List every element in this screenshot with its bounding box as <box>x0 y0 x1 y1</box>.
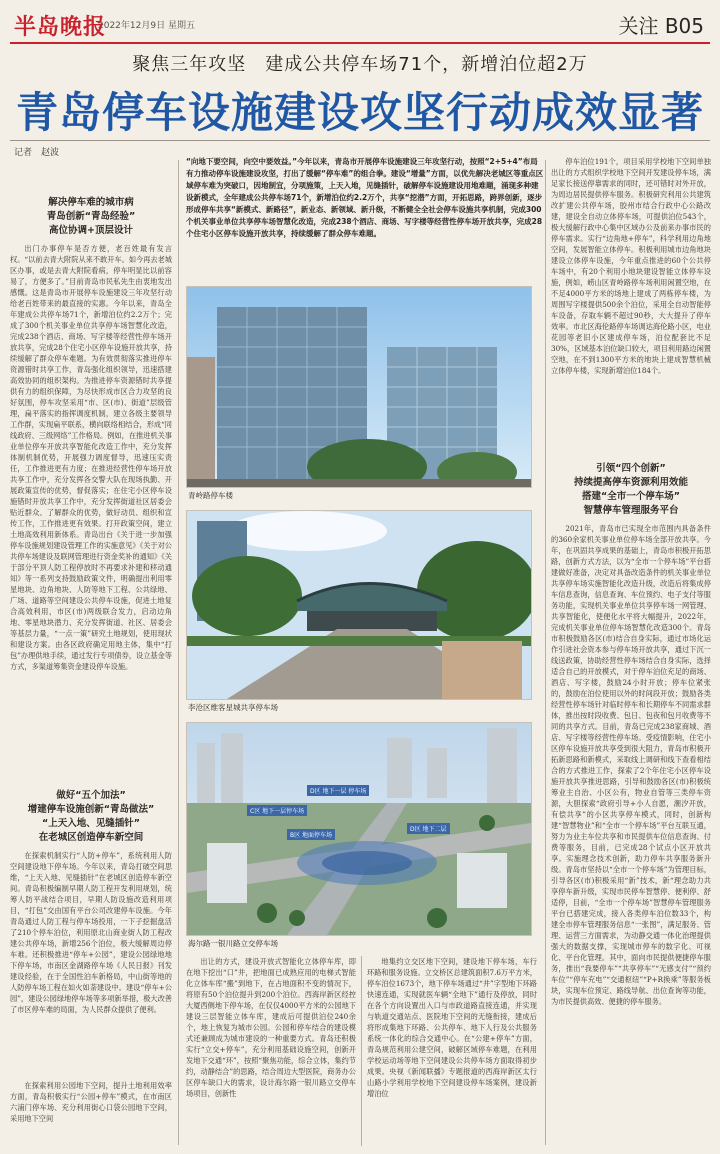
body-paragraph: 在探索机制实行“人防+停车”，系统利用人防空间建设地下停车场。今年以来，青岛打破空间思维，“上天入地、见缝插针”在老城区创造停车新空间。青岛积极编制早期人防工程开发利用规划，统筹人防平战结合项目，早期人防设施改造利用项目，“打包”交由国有平台公司改建停车设施。今年青岛通过人防工程与停车场投用，一下子挖掘盘活了210个停车泊位，利用原北山商业街人防工程改建公共停车场，新增256个泊位，极大缓解周边停车难。还积极推进“停车+公园”，建设公园绿地地下停车场，市南区金湖路停车场《人民日报》刊发建设经验，在于全国性泊车新格局，中山街等地的人防停车场工程在如火如荼建设中。建设“停车+公园”，建设公园绿地停车场等多项新举措，极大改善了市区停车难的局面，为人民群众提供了便利。 <box>10 851 172 1014</box>
section-heading-line: 引领“四个创新” <box>596 463 666 474</box>
section-heading-line: 搭建“全市一个停车场” <box>582 491 680 502</box>
body-paragraph: 出门办事停车是否方便，老百姓最有发言权。“以前去青大附院从来不敢开车。如今再去老城区办事，或是去青大附院看病，停车明显比以前容易了，方便多了。”目前青岛市民私先生由衷地发出感慨。这是青岛市开展停车设施建设三年攻坚行动给老百姓带来的最直接的实惠。今年以来，青岛全年建成公共停车场71个，新增泊位约2.2万个；完成了300个机关事业单位共享停车场智慧化改造，完成238个酒店、商场、写字楼等经营性停车场开放共享，完成28个住宅小区停车设施开放共享，持续缓解了群众停车难题。为有效贯彻落实推进停车资源错时共享工作，青岛强化组织领导，迅速搭建高效协同的组织架构。为推进停车资源错时共享提供有力的组织保障，为尽快形成市区合力攻坚的良好氛围，停车攻坚采用“市、区(市)、街道”层级管理，扁平落实的指挥调度机制，建立各级主要领导工作群，实现扁平联系，横向联络相结合，形成“同线政府、三级网络”工作格局。例如，在推进机关事业单位停车开放共享智能化改造工作中，充分发挥体制机制优势，开展强力调度督导，迅速压实责任，工作推进更有力度；在推进经营性停车场开放共享工作中，充分发挥各交警大队在现场执勤、开展政策宣传的优势，督促落实；在住宅小区停车设施错时开放共享工作中，充分发挥街道社区居委会贴近群众、了解群众的优势，做好动员、组织和宣传工作，工作推进更有效果。打开政策空间，建立土地高效利用新体系。青岛出台《关于进一步加强停车设施规划建设管理工作的实施意见》《关于对公共停车场建设及联网管理进行资金奖补的通知》《关于部分平顶人防工程停放时不再要求补建和移动通知》等一系列支持鼓励政策文件，明确提出利用零星地块、边角地块、人防等地下工程、公共绿地、广场、道路等空间建设公共停车设施，促进土地复合高效利用，市区(市)两级联合发力，启动边角地、零星地块潜力、充分发挥街道、社区、居委会等基层力量，“一点一策”研究土地规划，使用现状和建设方案。由各区政府确定用地主体，集中“打包”办理供地手续，通过发行专项债券，设立基金等方式，多渠道筹集资金建设停车设施。 <box>10 244 172 671</box>
body-text-block <box>10 243 172 783</box>
body-paragraph: 2021年，青岛市已实现全市范围内具备条件的360余家机关事业单位停车场全部开放共享。今年，在巩固共享成果的基础上，青岛市积极开拓思路，创新方式方法，以为“全市一个停车场”平台搭建做好准备，决定对具备改造条件的机关事业单位共享停车场实施智能化改造升级，改造后将集成停车信息查询，信息查询、车位预约、电子支付等服务功能，实现机关事业单位共享停车场一网管理、共享智能化，使便化水平将大幅提升，2022年，完成机关事业单位停车场智慧化改造300个。青岛市积极鼓励各区(市)结合自身实际，通过市场化运作引进社会资本参与停车场开放共享，通过下沉一线送政策，协助经营性停车场结合自身实际，选择适合自己的开放模式，对于停车泊位充足的商场、酒店、写字楼，鼓励24小时开放；停车位紧张的，鼓励在泊位使用以外的时间段开放；鼓励各类经营性停车场针对临时停车和长期停车不同需求群体，推出按时段收费、包日、包夜和包月收费等不同的共享方式。目前，青岛已完成238家商城、酒店、写字楼等经营性停车场。受疫情影响，住宅小区停车设施开放共享受到很大阻力，青岛市积极开拓新思路和新模式，采取线上调研和线下查看相结合的方式推进工作，探索了2个年住宅小区停车设施开放共享推进思路，引导和鼓励各区(市)积极统筹业主自治、小区公有，物业自管等三类停车资源，大胆探索“政府引导+小人自愿，潮汐开放，有偿共享”的小区共享停车模式，同时，创新构建“智慧物业”和“全市一个停车场”平台互联互通，努力为业主车位共享和市民提供车位信息查询、付费等服务，目前，已完成28个试点小区开放共享。实施理念技术创新，助力停车共享服务新升级。青岛市坚持以“全市一个停车场”为管理目标，引导各区(市)积极采用“新”技术，新“理念助力共享停车新升级，实现市民停车智慧停、便利停、舒适停，目前，“全市一个停车场”智慧停车管理服务平台已搭建完成，接入各类停车泊位数33个，构建全市停车管理服务信息“一张图”，满足服务、管理、运营三方面需求，为动静交通一体化治理提供强大的数据支撑，实现城市停车的数字化、可视化、平台化管理。其中，面向市民提供便捷停车服务，推出“我要停车”“共享停车”“无感支付”“预约车位”“停车充电”“交通枢纽”“P+R换乘”等服务板块，实现车位预定、路线导航、出位查询等功能，为市民提供高效、便捷的停车服务。 <box>551 524 711 1006</box>
column-1 <box>10 160 172 1145</box>
photo-map-label: B区 地面停车场 <box>287 829 335 840</box>
headline-rule <box>10 140 710 141</box>
section-heading-2 <box>10 789 172 845</box>
column-2 <box>186 956 356 1146</box>
photo-caption: 青岭路停车楼 <box>188 491 233 500</box>
photo-parking-tower-image <box>187 287 531 487</box>
section-heading-line: 在老城区创造停车新空间 <box>38 832 144 843</box>
masthead-rule <box>10 42 710 44</box>
section-heading-line: 做好“五个加法” <box>56 790 126 801</box>
issue-date: 2022年12月9日 星期五 <box>98 21 195 31</box>
article-headline: 青岛停车设施建设攻坚行动成效显著 <box>15 88 704 137</box>
photo-shared-parking <box>186 510 532 700</box>
photo-caption: 李沧区维客星城共享停车场 <box>188 703 278 712</box>
body-text-block <box>551 156 711 456</box>
article-subheadline: 聚焦三年攻坚 建成公共停车场71个，新增泊位超2万 <box>132 54 588 75</box>
photo-interchange-parking-image <box>187 723 531 935</box>
column-3 <box>367 956 537 1146</box>
body-paragraph: 停车泊位191个，项目采用学校地下空间单独出让的方式组织学校地下空间开发建设停车场，满足家长接送停靠需求的同时，还可错时对外开放，为周边居民提供停车服务。积极研究利用公共建筑改扩建公共停车场，胶州市结合行政中心公路改建，建设全自动立体停车场，可提供泊位543个，极大缓解行政中心集中区域办公及前来办事市民的停车需求。实行“边角地+停车”，科学利用边角地空间，发展智能立体停车。积极利用城市边角地块建设立体停车设施，今年重点推进的60个公共停车场中，有20个利用小地块建设智能立体停车设施，例如，崂山区青岭路停车场利用闲置空地，在不足4000平方米的场地上建成了两栋停车楼，为周围写字楼提供500余个泊位，采用全自动智能停车设备，存取车辆不超过90秒，大大提升了停车效率。市北区海伦路停车场调达海伦路小区，电业花园等老旧小区建成停车场，泊位配套比不足30%，区域基本泊位缺口较大，项目利用路边闲置空地，在不到1300平方米的地块上建成智慧机械立体停车楼，实现新增泊位184个。 <box>551 157 711 375</box>
column-divider <box>545 160 546 1145</box>
section-heading-line: 解决停车难的城市病 <box>48 197 134 208</box>
section-heading-line: 高位协调+顶层设计 <box>49 225 133 236</box>
photo-map-label: D区 地下一层 停车场 <box>307 785 369 796</box>
lead-paragraph: “向地下要空间，向空中要效益。”今年以来，青岛市开展停车设施建设三年攻坚行动，按照“2+5+4”布局有力推动停车设施建设攻坚，打出了缓解“停车难”的组合拳。建设“增量”方面，以优先解决老城区等重点区域停车难为突破口，因地制宜，分项施策，上天入地，见缝插针，破解停车设施建设用地难题，涌现多种建设新模式，全年建成公共停车场71个，新增泊位约2.2万个，共享“挖潜”方面，开拓思路，跨界创新，逐步形成停车共享“新模式、新路径”，新业态、新领域、新升级，不断健全全社会停车设施共享机制，完成300个机关事业单位共享停车场智慧化改造，完成238个酒店、商场、写字楼等经营性停车场开放共享，完成28个住宅小区停车设施开放共享，持续缓解了群众停车难题。 <box>186 157 544 238</box>
column-divider <box>361 956 362 1146</box>
photo-interchange-parking <box>186 722 532 936</box>
photo-parking-tower <box>186 286 532 488</box>
body-text-block <box>10 1080 172 1140</box>
photo-map-label: D区 地下二层 <box>407 823 450 834</box>
section-heading-3 <box>551 462 711 518</box>
body-paragraph: 地集约立交区地下空间，建设地下停车场，车行环路和服务设施。立交桥区总建筑面积7.6万平方米，停车泊位1673个，地下停车场通过“井”字型地下环路快速连通，实现就医车辆“全地下”通行及停放，同时在各个方向设置出入口与市政道路直接连通，并实现与轨道交通站点、医院地下空间的无缝衔接，建成后将形成集地下环路、公共停车、地下人行及公共服务系统一体化的综合交通中心。在“公建+停车”方面，青岛规范利用公建空间，破解区域停车难题，在利用学校运动场等地下空间建设公共停车场方面取得初步成果。央视《新闻联播》专题报道的西海岸新区太行山路小学利用学校地下空间建设停车场案例，建设新增泊位 <box>367 957 537 1098</box>
body-paragraph: 在探索利用公园地下空间，提升土地利用效率方面，青岛积极实行“公园+停车”模式，在市南区六浦门停车场、充分利用街心口袋公园地下空间，采用地下空间 <box>10 1081 172 1123</box>
photo-caption: 海尔路一银川路立交停车场 <box>188 939 278 948</box>
reporter-byline: 记者 赵波 <box>14 148 60 158</box>
section-heading-line: 持续提高停车资源利用效能 <box>573 477 688 488</box>
body-text-block <box>10 850 172 1080</box>
column-divider <box>178 160 179 1145</box>
photo-shared-parking-image <box>187 511 531 699</box>
section-heading-line: “上天入地、见缝插针” <box>42 818 140 829</box>
section-heading-line: 智慧停车管理服务平台 <box>583 505 679 516</box>
section-page-tag: 关注 B05 <box>618 14 704 38</box>
section-heading-line: 青岛创新“青岛经验” <box>46 211 136 222</box>
body-paragraph: 出让的方式，建设开放式智能化立体停车库，即在地下挖出“口”井，把地面已成熟应用的电梯式智能化立体车库“搬”到地下，在占地面积不变的情况下，将原有50个泊位提升到200个泊位。西海岸新区经控大厦西侧地下停车场，在仅仅4000平方米的公园地下建设三层智能立体车库，建成后可提供泊位240余个，地上恢复为城市公园。公园和停车结合的建设模式还兼顾成为城市建设的一种重要方式。青岛还积极实行“立交+停车”，充分利用基础设施空间，创新开发地下交通“环”，按照“聚焦功能，综合立体，集约节约，动静结合”的思路，结合周边大型医院，商务办公区停车缺口大的需求，设计海尔路一银川路立交停车场项目，创新性 <box>186 957 356 1098</box>
newspaper-logo: 半岛晚报 <box>14 15 107 40</box>
body-text-block <box>551 523 711 1123</box>
photo-map-label: C区 地下一层停车场 <box>247 805 307 816</box>
column-4 <box>551 156 711 1146</box>
section-heading-line: 增建停车设施创新“青岛做法” <box>27 804 155 815</box>
section-heading-1 <box>10 196 172 238</box>
